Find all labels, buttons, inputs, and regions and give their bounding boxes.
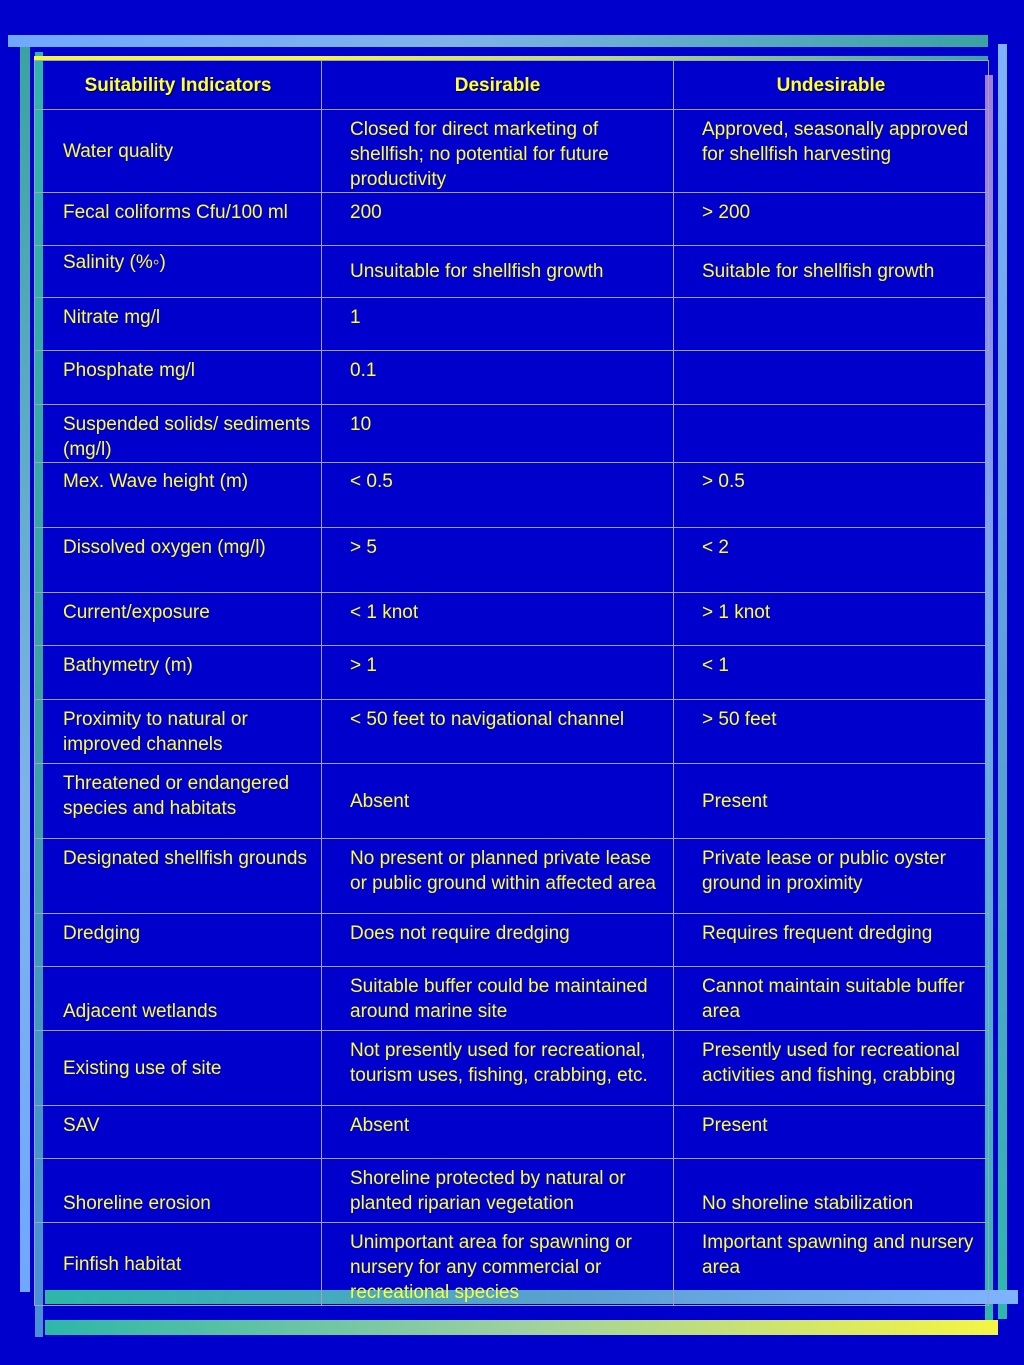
table-row [35,839,989,914]
undesirable-cell: Presently used for recreational activities and fishing, crabbing [674,1031,989,1106]
desirable-cell: 1 [322,298,674,351]
table-row [35,1223,989,1306]
indicator-cell: Mex. Wave height (m) [35,463,322,528]
undesirable-cell: > 200 [674,193,989,246]
table-row [35,351,989,405]
desirable-cell: No present or planned private lease or public ground within affected area [322,839,674,914]
undesirable-cell: > 50 feet [674,700,989,764]
desirable-cell: Closed for direct marketing of shellfish; no potential for future productivity [322,110,674,193]
header-desirable: Desirable [322,61,674,110]
undesirable-cell: No shoreline stabilization [674,1159,989,1223]
indicator-cell: Designated shellfish grounds [35,839,322,914]
undesirable-cell: > 1 knot [674,593,989,646]
indicator-cell: Dredging [35,914,322,967]
undesirable-cell: Private lease or public oyster ground in proximity [674,839,989,914]
table-row [35,593,989,646]
table-header-row [35,61,989,110]
undesirable-cell: Present [674,1106,989,1159]
indicator-cell: Phosphate mg/l [35,351,322,405]
desirable-cell: < 1 knot [322,593,674,646]
undesirable-cell: Important spawning and nursery area [674,1223,989,1306]
desirable-cell: Suitable buffer could be maintained around marine site [322,967,674,1031]
undesirable-cell [674,351,989,405]
desirable-cell: Not presently used for recreational, tourism uses, fishing, crabbing, etc. [322,1031,674,1106]
undesirable-cell: Suitable for shellfish growth [674,246,989,298]
desirable-cell: < 50 feet to navigational channel [322,700,674,764]
desirable-cell: Absent [322,1106,674,1159]
undesirable-cell [674,405,989,463]
desirable-cell: 200 [322,193,674,246]
indicator-cell: Adjacent wetlands [35,967,322,1031]
table-row [35,1159,989,1223]
indicator-cell: Finfish habitat [35,1223,322,1306]
undesirable-cell: Present [674,764,989,839]
desirable-cell: 0.1 [322,351,674,405]
indicator-cell: Existing use of site [35,1031,322,1106]
undesirable-cell [674,298,989,351]
suitability-table-container [34,56,988,1303]
undesirable-cell: Requires frequent dredging [674,914,989,967]
indicator-cell: Suspended solids/ sediments (mg/l) [35,405,322,463]
table-row [35,764,989,839]
undesirable-cell: > 0.5 [674,463,989,528]
indicator-cell: Proximity to natural or improved channels [35,700,322,764]
desirable-cell: Unimportant area for spawning or nursery for any commercial or recreational species [322,1223,674,1306]
table-row [35,298,989,351]
table-row [35,110,989,193]
header-suitability-indicators: Suitability Indicators [35,61,322,110]
indicator-cell: Nitrate mg/l [35,298,322,351]
desirable-cell: 10 [322,405,674,463]
table-row [35,1106,989,1159]
indicator-cell: Current/exposure [35,593,322,646]
desirable-cell: Shoreline protected by natural or planted riparian vegetation [322,1159,674,1223]
indicator-cell: SAV [35,1106,322,1159]
table-row [35,967,989,1031]
table-row [35,528,989,593]
indicator-cell: Dissolved oxygen (mg/l) [35,528,322,593]
table-row [35,1031,989,1106]
undesirable-cell: < 2 [674,528,989,593]
indicator-cell: Salinity (%◦) [35,246,322,298]
table-row [35,463,989,528]
decorative-left-bar [20,47,30,1292]
indicator-cell: Bathymetry (m) [35,646,322,700]
undesirable-cell: < 1 [674,646,989,700]
desirable-cell: > 1 [322,646,674,700]
table-row [35,405,989,463]
suitability-table [34,60,989,1306]
header-undesirable: Undesirable [674,61,989,110]
indicator-cell: Threatened or endangered species and habitats [35,764,322,839]
desirable-cell: Does not require dredging [322,914,674,967]
indicator-cell: Water quality [35,110,322,193]
desirable-cell: Absent [322,764,674,839]
desirable-cell: Unsuitable for shellfish growth [322,246,674,298]
decorative-top-bar [8,35,988,47]
table-row [35,914,989,967]
undesirable-cell: Approved, seasonally approved for shellfish harvesting [674,110,989,193]
desirable-cell: < 0.5 [322,463,674,528]
indicator-cell: Shoreline erosion [35,1159,322,1223]
undesirable-cell: Cannot maintain suitable buffer area [674,967,989,1031]
table-row [35,246,989,298]
decorative-right-bar [998,44,1007,1319]
indicator-cell: Fecal coliforms Cfu/100 ml [35,193,322,246]
table-row [35,193,989,246]
decorative-bottom-lower-bar [45,1320,998,1335]
table-row [35,700,989,764]
table-row [35,646,989,700]
desirable-cell: > 5 [322,528,674,593]
